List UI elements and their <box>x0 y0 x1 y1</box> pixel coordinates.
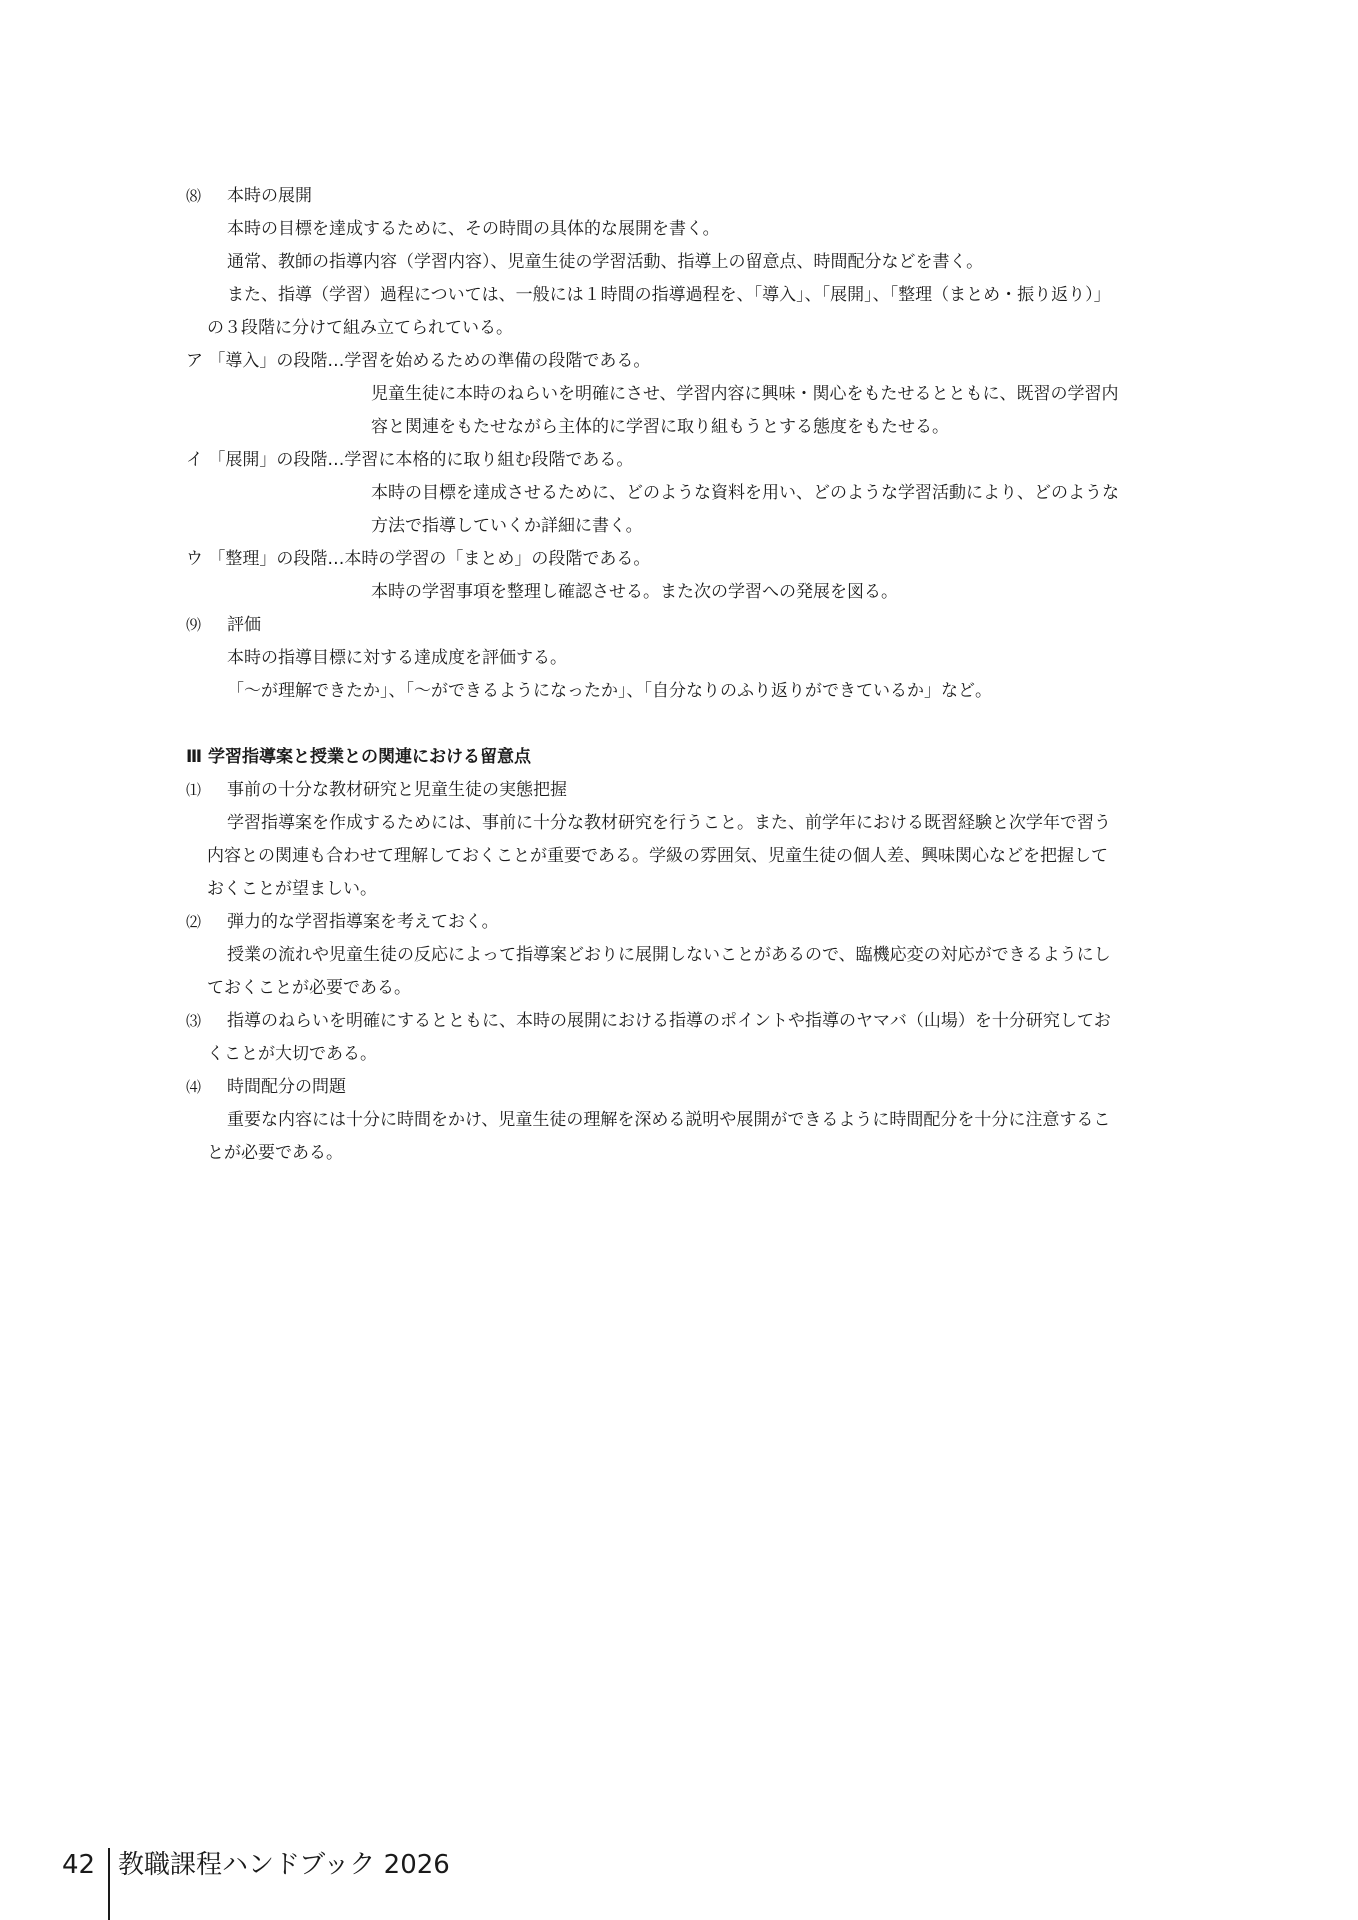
paragraph-line: 通常、教師の指導内容（学習内容）、児童生徒の学習活動、指導上の留意点、時間配分などを書く。 <box>227 252 984 272</box>
stage-heading-intro: ア 「導入」の段階…学習を始めるための準備の段階である。 <box>186 351 651 371</box>
paragraph-line: くことが大切である。 <box>207 1044 377 1064</box>
paragraph-line: 本時の目標を達成するために、その時間の具体的な展開を書く。 <box>227 219 720 239</box>
book-title: 教職課程ハンドブック 2026 <box>118 1850 450 1880</box>
paragraph-line: 方法で指導していくか詳細に書く。 <box>371 516 643 536</box>
section-title: 評価 <box>227 615 261 635</box>
paragraph-line: 重要な内容には十分に時間をかけ、児童生徒の理解を深める説明や展開ができるように時間配分を十分に注意するこ <box>227 1110 1111 1130</box>
paragraph-line: 容と関連をもたせながら主体的に学習に取り組もうとする態度をもたせる。 <box>371 417 949 437</box>
paragraph-line: 本時の学習事項を整理し確認させる。また次の学習への発展を図る。 <box>371 582 898 602</box>
footer-divider <box>108 1848 110 1920</box>
item-number: ⑵ <box>186 913 202 931</box>
paragraph-line: 授業の流れや児童生徒の反応によって指導案どおりに展開しないことがあるので、臨機応変の対応ができるようにし <box>227 945 1111 965</box>
paragraph-line: とが必要である。 <box>207 1143 343 1163</box>
paragraph-line: また、指導（学習）過程については、一般には１時間の指導過程を、「導入」、「展開」、「整理（まとめ・振り返り）」 <box>227 285 1111 305</box>
paragraph-line: の３段階に分けて組み立てられている。 <box>207 318 513 338</box>
paragraph-line: おくことが望ましい。 <box>207 879 377 899</box>
paragraph-line: 「～が理解できたか」、「～ができるようになったか」、「自分なりのふり返りができているか」など。 <box>227 681 992 701</box>
item-number: ⑶ <box>186 1012 202 1030</box>
item-title: 指導のねらいを明確にするとともに、本時の展開における指導のポイントや指導のヤマバ（山場）を十分研究してお <box>227 1011 1111 1031</box>
page-number: 42 <box>62 1850 96 1880</box>
paragraph-line: 内容との関連も合わせて理解しておくことが重要である。学級の雰囲気、児童生徒の個人差、興味関心などを把握して <box>207 846 1108 866</box>
item-title: 時間配分の問題 <box>227 1077 346 1097</box>
paragraph-line: 本時の指導目標に対する達成度を評価する。 <box>227 648 567 668</box>
stage-heading-summary: ウ 「整理」の段階…本時の学習の「まとめ」の段階である。 <box>186 549 651 569</box>
section-title: 本時の展開 <box>227 186 312 206</box>
paragraph-line: 学習指導案を作成するためには、事前に十分な教材研究を行うこと。また、前学年における既習経験と次学年で習う <box>227 813 1111 833</box>
item-number: ⑷ <box>186 1078 202 1096</box>
item-title: 事前の十分な教材研究と児童生徒の実態把握 <box>227 780 567 800</box>
item-title: 弾力的な学習指導案を考えておく。 <box>227 912 499 932</box>
section-number: ⑻ <box>186 187 202 205</box>
section-number: ⑼ <box>186 616 202 634</box>
paragraph-line: ておくことが必要である。 <box>207 978 411 998</box>
item-number: ⑴ <box>186 781 202 799</box>
paragraph-line: 児童生徒に本時のねらいを明確にさせ、学習内容に興味・関心をもたせるとともに、既習の学習内 <box>371 384 1119 404</box>
paragraph-line: 本時の目標を達成させるために、どのような資料を用い、どのような学習活動により、どのような <box>371 483 1119 503</box>
stage-heading-develop: イ 「展開」の段階…学習に本格的に取り組む段階である。 <box>186 450 634 470</box>
chapter-heading: Ⅲ 学習指導案と授業との関連における留意点 <box>186 747 531 767</box>
